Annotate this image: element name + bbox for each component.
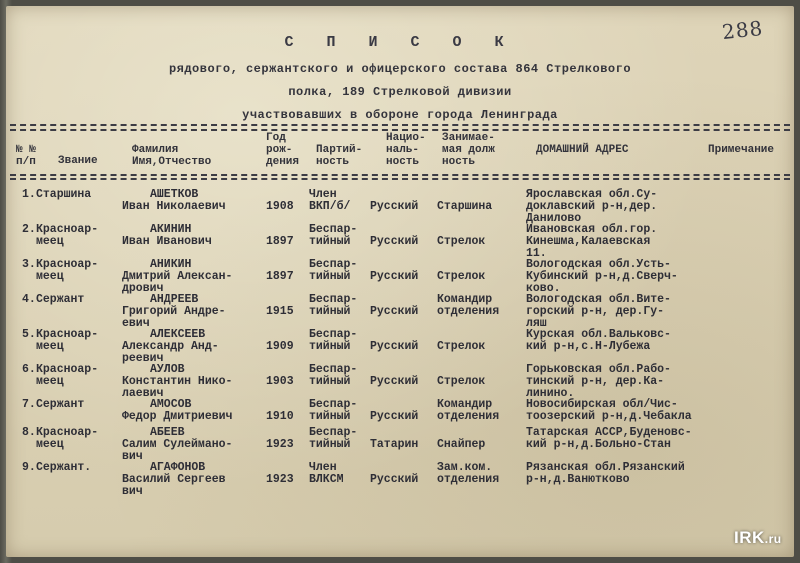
row-party-line-2: тийный — [309, 305, 351, 318]
row-address-line-2: Кинешма,Калаевская — [526, 235, 651, 248]
header-year-line-2: рож- — [266, 144, 293, 156]
row-position-line-2: отделения — [437, 473, 500, 486]
row-surname: АУЛОВ — [150, 363, 185, 376]
row-given-name-line-2: вич — [122, 485, 143, 498]
row-party-line-2: ВЛКСМ — [309, 473, 344, 486]
row-rank-line-2: меец — [36, 235, 64, 248]
row-address-line-2: горский р-н, дер.Гу- — [526, 305, 665, 318]
row-nationality: Русский — [370, 340, 419, 353]
row-address-line-3: 11. — [526, 247, 547, 260]
row-given-name-line-1: Салим Сулеймано- — [122, 438, 233, 451]
header-year-line-1: Год — [266, 132, 286, 144]
row-position: Снайпер — [437, 438, 486, 451]
row-number: 1. — [22, 188, 36, 201]
subtitle-line-3: участвовавших в обороне города Ленинграда — [242, 108, 558, 122]
row-surname: АЛЕКСЕЕВ — [150, 328, 206, 341]
row-given-name-line-2: евич — [122, 317, 150, 330]
row-number: 7. — [22, 398, 36, 411]
row-address-line-1: Ярославская обл.Су- — [526, 188, 658, 201]
row-rank-line-2: меец — [36, 340, 64, 353]
row-address-line-2: доклавский р-н,дер. — [526, 200, 658, 213]
row-nationality: Русский — [370, 200, 419, 213]
row-rank-line-1: Красноар- — [36, 223, 99, 236]
row-birth-year: 1903 — [266, 375, 294, 388]
row-rank-line-2: меец — [36, 270, 64, 283]
row-address-line-2: тоозерский р-н,д.Чебакла — [526, 410, 692, 423]
row-address-line-3: Данилово — [526, 212, 582, 225]
header-note: Примечание — [708, 144, 775, 156]
row-position: Стрелок — [437, 270, 486, 283]
row-birth-year: 1908 — [266, 200, 294, 213]
row-party-line-2: тийный — [309, 410, 351, 423]
row-position-line-1: Командир — [437, 293, 493, 306]
row-address-line-3: ково. — [526, 282, 561, 295]
row-address-line-2: тинский р-н, дер.Ка- — [526, 375, 665, 388]
row-position-line-2: отделения — [437, 410, 500, 423]
row-birth-year: 1923 — [266, 473, 294, 486]
row-party-line-1: Член — [309, 461, 337, 474]
row-surname: АНИКИН — [150, 258, 192, 271]
row-nationality: Русский — [370, 473, 419, 486]
row-party-line-1: Беспар- — [309, 398, 358, 411]
row-party-line-2: тийный — [309, 438, 351, 451]
row-position: Стрелок — [437, 235, 486, 248]
row-position-line-1: Командир — [437, 398, 493, 411]
header-position-line-3: ность — [442, 156, 476, 168]
header-num-line-1: № № — [16, 144, 36, 156]
row-surname: АМОСОВ — [150, 398, 192, 411]
row-nationality: Татарин — [370, 438, 419, 451]
row-number: 9. — [22, 461, 36, 474]
row-birth-year: 1897 — [266, 235, 294, 248]
row-birth-year: 1910 — [266, 410, 294, 423]
row-birth-year: 1897 — [266, 270, 294, 283]
watermark-logo — [734, 528, 782, 548]
row-rank-line-1: Красноар- — [36, 426, 99, 439]
row-rank: Сержант — [36, 293, 85, 306]
row-address-line-1: Новосибирская обл/Чис- — [526, 398, 678, 411]
row-given-name-line-1: Иван Иванович — [122, 235, 212, 248]
row-surname: АКИНИН — [150, 223, 192, 236]
header-party-line-1: Партий- — [316, 144, 363, 156]
row-number: 2. — [22, 223, 36, 236]
row-rank-line-1: Красноар- — [36, 258, 99, 271]
row-nationality: Русский — [370, 410, 419, 423]
row-position-line-1: Зам.ком. — [437, 461, 493, 474]
header-address: ДОМАШНИЙ АДРЕС — [536, 144, 629, 156]
row-party-line-2: тийный — [309, 235, 351, 248]
row-rank: Сержант — [36, 398, 85, 411]
row-position: Старшина — [437, 200, 493, 213]
row-address-line-3: ляш — [526, 317, 547, 330]
row-party-line-1: Беспар- — [309, 363, 358, 376]
row-given-name-line-1: Иван Николаевич — [122, 200, 226, 213]
row-surname: АШЕТКОВ — [150, 188, 199, 201]
header-position-line-2: мая долж — [442, 144, 495, 156]
row-given-name-line-1: Константин Нико- — [122, 375, 233, 388]
row-party-line-2: тийный — [309, 375, 351, 388]
row-address-line-1: Вологодская обл.Усть- — [526, 258, 671, 271]
header-rule-bottom — [10, 174, 790, 176]
row-number: 6. — [22, 363, 36, 376]
row-given-name-line-1: Федор Дмитриевич — [122, 410, 233, 423]
header-rank: Звание — [58, 155, 98, 167]
watermark-text: IRK — [734, 528, 765, 547]
header-rule-top-2 — [10, 129, 790, 131]
row-address-line-1: Ивановская обл.гор. — [526, 223, 658, 236]
row-nationality: Русский — [370, 305, 419, 318]
row-number: 8. — [22, 426, 36, 439]
row-position-line-2: отделения — [437, 305, 500, 318]
row-address-line-3: линино. — [526, 387, 575, 400]
header-nationality-line-2: наль- — [386, 144, 420, 156]
row-number: 5. — [22, 328, 36, 341]
row-birth-year: 1909 — [266, 340, 294, 353]
row-address-line-2: кий р-н,д.Больно-Стан — [526, 438, 671, 451]
row-rank-line-1: Красноар- — [36, 328, 99, 341]
row-given-name-line-1: Дмитрий Алексан- — [122, 270, 233, 283]
header-rule-bottom-2 — [10, 178, 790, 180]
page-number: 288 — [720, 15, 765, 45]
row-party-line-1: Член — [309, 188, 337, 201]
row-address-line-1: Рязанская обл.Рязанский — [526, 461, 685, 474]
row-number: 4. — [22, 293, 36, 306]
row-address-line-2: р-н,д.Ванютково — [526, 473, 630, 486]
row-address-line-1: Вологодская обл.Вите- — [526, 293, 671, 306]
row-rank: Сержант. — [36, 461, 92, 474]
row-given-name-line-2: лаевич — [122, 387, 164, 400]
row-rank-line-2: меец — [36, 438, 64, 451]
row-given-name-line-2: вич — [122, 450, 143, 463]
row-surname: АБЕЕВ — [150, 426, 185, 439]
header-name-line-1: Фамилия — [132, 144, 179, 156]
document-title: С П И С О К — [284, 34, 516, 51]
row-birth-year: 1923 — [266, 438, 294, 451]
row-address-line-1: Курская обл.Вальковс- — [526, 328, 671, 341]
row-birth-year: 1915 — [266, 305, 294, 318]
header-party-line-2: ность — [316, 156, 350, 168]
row-position: Стрелок — [437, 375, 486, 388]
row-address-line-1: Татарская АССР,Буденовс- — [526, 426, 692, 439]
row-given-name-line-1: Василий Сергеев — [122, 473, 226, 486]
row-rank: Старшина — [36, 188, 92, 201]
header-nationality-line-1: Нацио- — [386, 132, 426, 144]
row-number: 3. — [22, 258, 36, 271]
row-party-line-1: Беспар- — [309, 328, 358, 341]
row-given-name-line-2: дрович — [122, 282, 164, 295]
header-position-line-1: Занимае- — [442, 132, 495, 144]
row-address-line-1: Горьковская обл.Рабо- — [526, 363, 671, 376]
row-nationality: Русский — [370, 270, 419, 283]
row-address-line-2: Кубинский р-н,д.Сверч- — [526, 270, 678, 283]
row-given-name-line-2: реевич — [122, 352, 164, 365]
header-nationality-line-3: ность — [386, 156, 420, 168]
row-party-line-1: Беспар- — [309, 223, 358, 236]
row-party-line-1: Беспар- — [309, 426, 358, 439]
row-nationality: Русский — [370, 235, 419, 248]
row-surname: АГАФОНОВ — [150, 461, 206, 474]
row-given-name-line-1: Григорий Андре- — [122, 305, 226, 318]
row-rank-line-1: Красноар- — [36, 363, 99, 376]
row-party-line-1: Беспар- — [309, 293, 358, 306]
row-surname: АНДРЕЕВ — [150, 293, 199, 306]
row-position: Стрелок — [437, 340, 486, 353]
row-party-line-1: Беспар- — [309, 258, 358, 271]
row-party-line-2: тийный — [309, 270, 351, 283]
subtitle-line-1: рядового, сержантского и офицерского состава 864 Стрелкового — [168, 62, 632, 76]
row-address-line-2: кий р-н,с.Н-Лубежа — [526, 340, 651, 353]
row-party-line-2: тийный — [309, 340, 351, 353]
subtitle-line-2: полка, 189 Стрелковой дивизии — [288, 85, 512, 99]
row-given-name-line-1: Александр Анд- — [122, 340, 219, 353]
watermark-suffix: .ru — [764, 532, 782, 546]
row-rank-line-2: меец — [36, 375, 64, 388]
header-rule-top — [10, 124, 790, 126]
header-name-line-2: Имя,Отчество — [132, 156, 212, 168]
row-nationality: Русский — [370, 375, 419, 388]
row-party-line-2: ВКП/б/ — [309, 200, 351, 213]
header-year-line-3: дения — [266, 156, 300, 168]
header-num-line-2: п/п — [16, 156, 36, 168]
